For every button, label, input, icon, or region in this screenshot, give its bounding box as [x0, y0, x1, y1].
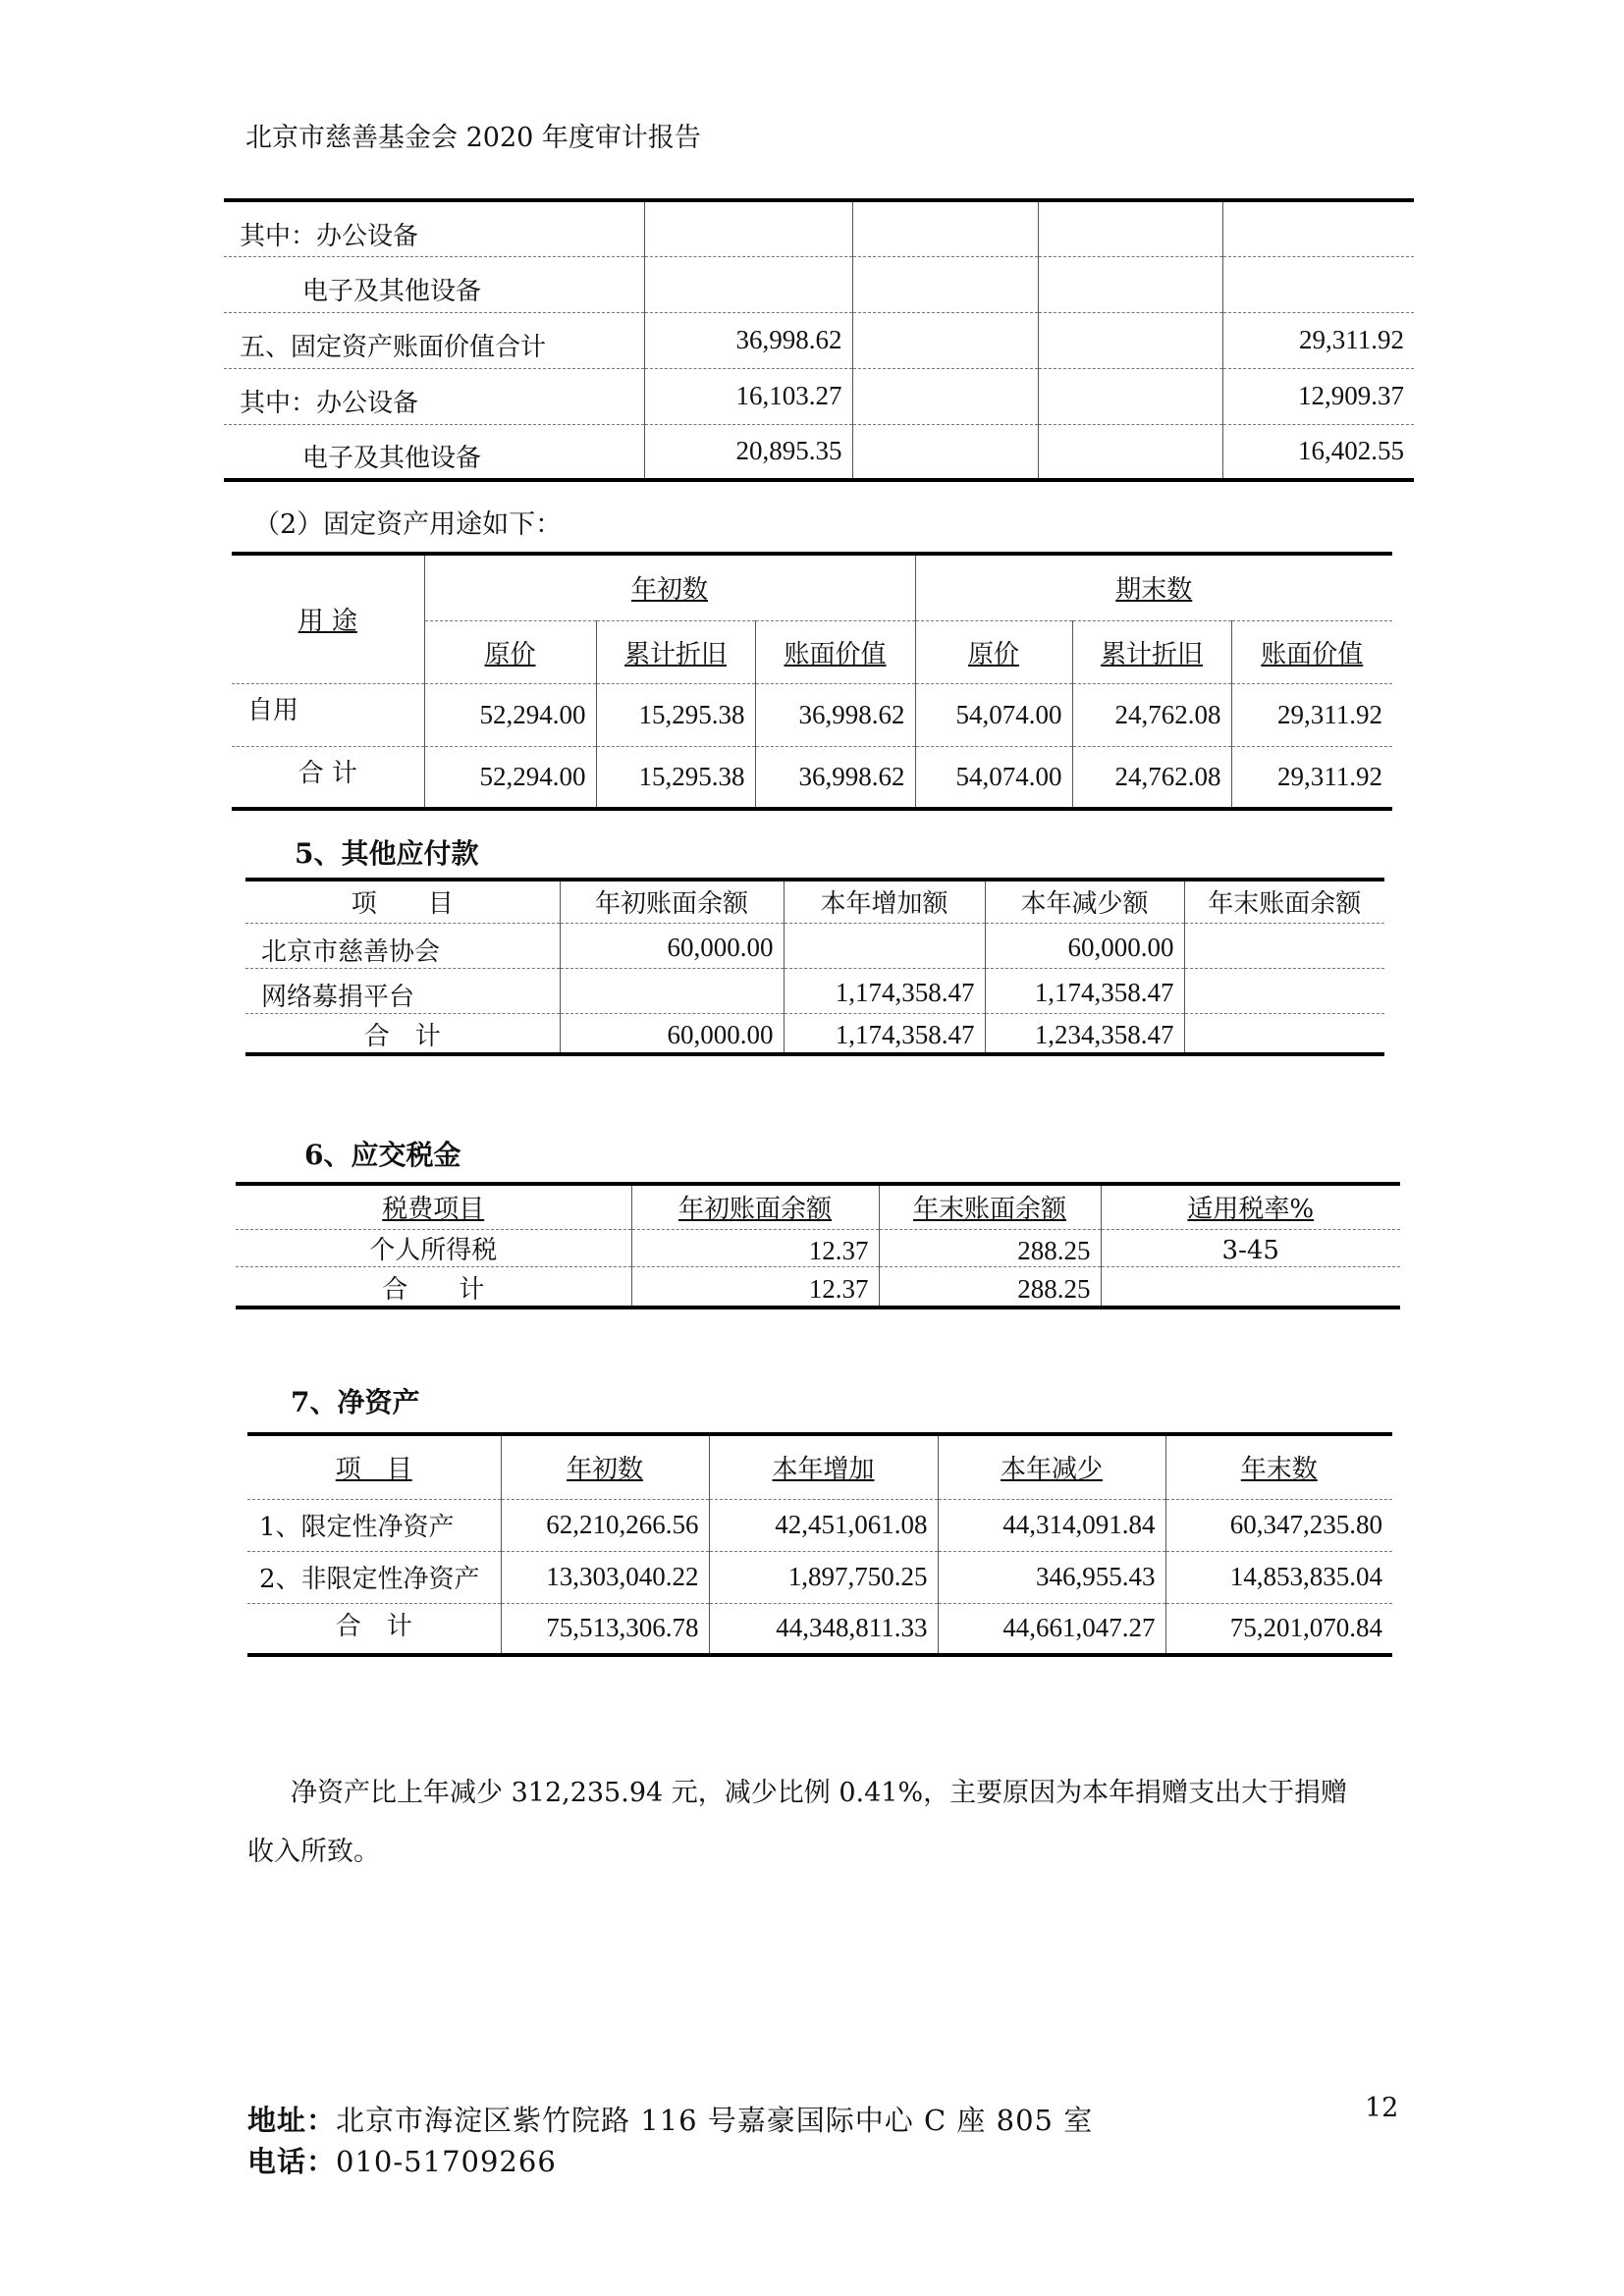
column-header-label: 本年减少: [1000, 1455, 1103, 1485]
row-label: 自用: [232, 683, 424, 746]
column-header-label: 年初账面余额: [677, 1195, 832, 1225]
table-cell: [1038, 424, 1222, 480]
table-row: [224, 200, 1414, 256]
table-row: [247, 1499, 1392, 1551]
table-cell: [852, 256, 1038, 312]
table-cell: 60,000.00: [985, 923, 1184, 968]
table-row: [224, 256, 1414, 312]
header-row: [245, 880, 1384, 923]
row-label: 个人所得税: [236, 1229, 631, 1266]
usage-sub-header: 累计折旧: [623, 639, 727, 669]
row-label: 2、非限定性净资产: [247, 1551, 501, 1603]
column-header: [1184, 880, 1384, 923]
page-header-title: 北京市慈善基金会 2020 年度审计报告: [245, 123, 701, 153]
table-cell: [1222, 256, 1414, 312]
table-cell: [1184, 923, 1384, 968]
column-header: [247, 1434, 501, 1499]
row-label: 其中：办公设备: [224, 368, 644, 424]
table-cell: 15,295.38: [596, 683, 755, 746]
column-header: [501, 1434, 709, 1499]
column-header-label: 年初数: [566, 1455, 643, 1485]
table-cell: [1184, 1013, 1384, 1054]
table-cell: 54,074.00: [915, 746, 1072, 809]
column-header-label: 年初账面余额: [594, 889, 748, 920]
table-cell: 44,348,811.33: [709, 1603, 938, 1655]
table-cell: 288.25: [879, 1266, 1101, 1308]
column-header: [1165, 1434, 1392, 1499]
table-row: [224, 368, 1414, 424]
column-header-label: 适用税率%: [1187, 1195, 1315, 1225]
table-cell: 60,347,235.80: [1165, 1499, 1392, 1551]
table-cell: 13,303,040.22: [501, 1551, 709, 1603]
table-row: [224, 312, 1414, 368]
table-cell: 75,201,070.84: [1165, 1603, 1392, 1655]
section-title-payables: 5、其他应付款: [295, 837, 479, 870]
row-label: 1、限定性净资产: [247, 1499, 501, 1551]
table-cell: 346,955.43: [938, 1551, 1165, 1603]
net-assets-note-line1: 净资产比上年减少 312,235.94 元，减少比例 0.41%，主要原因为本年捐赠支出大于捐赠: [291, 1778, 1348, 1808]
net-assets-table: [247, 1432, 1392, 1657]
table-cell: [1038, 312, 1222, 368]
row-label: 电子及其他设备: [224, 256, 644, 312]
section-title-taxes: 6、应交税金: [304, 1139, 461, 1171]
table-cell: 24,762.08: [1072, 683, 1231, 746]
usage-sub-header: 账面价值: [784, 639, 887, 669]
table-cell: 14,853,835.04: [1165, 1551, 1392, 1603]
column-header-label: 项 目: [351, 889, 454, 920]
usage-table: [232, 552, 1392, 811]
table-row: [232, 683, 1392, 746]
section-title-net-assets: 7、净资产: [291, 1386, 420, 1418]
column-header: [985, 880, 1184, 923]
table-cell: [1222, 200, 1414, 256]
table-cell: 62,210,266.56: [501, 1499, 709, 1551]
table-cell: [644, 200, 852, 256]
table-row: [224, 424, 1414, 480]
table-cell: [1038, 200, 1222, 256]
table-cell: 1,897,750.25: [709, 1551, 938, 1603]
column-header: [938, 1434, 1165, 1499]
column-header: [709, 1434, 938, 1499]
table-row: [245, 968, 1384, 1013]
table-cell: 12,909.37: [1222, 368, 1414, 424]
column-header-label: 税费项目: [382, 1195, 485, 1225]
table-cell: [852, 368, 1038, 424]
table-cell: 60,000.00: [560, 1013, 784, 1054]
phone-text: 010-51709266: [336, 2145, 557, 2178]
phone-label: 电话：: [247, 2145, 337, 2178]
table-cell: 54,074.00: [915, 683, 1072, 746]
table-cell: [1184, 968, 1384, 1013]
table-row: [236, 1266, 1400, 1308]
usage-sub-header: 原价: [484, 639, 536, 669]
column-header-label: 项 目: [335, 1455, 412, 1485]
usage-caption: （2）固定资产用途如下：: [253, 509, 563, 540]
table-cell: 75,513,306.78: [501, 1603, 709, 1655]
table-cell: 52,294.00: [424, 746, 596, 809]
column-header: [631, 1184, 879, 1229]
table-cell: 29,311.92: [1231, 746, 1392, 809]
column-header-label: 本年增加: [772, 1455, 875, 1485]
table-cell: 36,998.62: [755, 683, 915, 746]
row-label: 合 计: [382, 1274, 485, 1305]
row-label: 电子及其他设备: [302, 444, 482, 474]
usage-group-end: 期末数: [1115, 575, 1193, 606]
address-label: 地址：: [247, 2104, 337, 2137]
footer-address: [247, 2099, 1093, 2139]
table-cell: 288.25: [879, 1229, 1101, 1266]
table-cell: 52,294.00: [424, 683, 596, 746]
table-cell: 16,103.27: [644, 368, 852, 424]
footer-phone: [247, 2140, 557, 2180]
address-text: 北京市海淀区紫竹院路 116 号嘉豪国际中心 C 座 805 室: [336, 2104, 1094, 2137]
column-header-label: 年末账面余额: [912, 1195, 1066, 1225]
table-row: [236, 1229, 1400, 1266]
table-row: [247, 1551, 1392, 1603]
table-cell: 16,402.55: [1222, 424, 1414, 480]
table-cell: 12.37: [631, 1229, 879, 1266]
column-header: [245, 880, 560, 923]
row-label: 合 计: [298, 758, 357, 788]
column-header: [1101, 1184, 1400, 1229]
table-cell: [852, 424, 1038, 480]
usage-sub-header: 账面价值: [1261, 639, 1364, 669]
usage-group-begin: 年初数: [631, 575, 709, 606]
header-row: [236, 1184, 1400, 1229]
table-cell: 1,234,358.47: [985, 1013, 1184, 1054]
table-cell: 29,311.92: [1231, 683, 1392, 746]
table-row: [232, 746, 1392, 809]
table-cell: 12.37: [631, 1266, 879, 1308]
table-row: [245, 923, 1384, 968]
table-cell: [560, 968, 784, 1013]
row-label: 其中：办公设备: [224, 200, 644, 256]
net-assets-note-line2: 收入所致。: [247, 1837, 380, 1867]
row-label: 合 计: [335, 1611, 412, 1641]
table-cell: 29,311.92: [1222, 312, 1414, 368]
page-number: 12: [1365, 2093, 1399, 2123]
row-label: 北京市慈善协会: [245, 923, 560, 968]
table-cell: 60,000.00: [560, 923, 784, 968]
table-cell: [1038, 368, 1222, 424]
fixed-assets-table: [224, 198, 1414, 482]
row-label: 网络募捐平台: [245, 968, 560, 1013]
usage-sub-header: 原价: [968, 639, 1020, 669]
table-cell: 44,314,091.84: [938, 1499, 1165, 1551]
table-row: [245, 1013, 1384, 1054]
column-header: [879, 1184, 1101, 1229]
table-cell: 44,661,047.27: [938, 1603, 1165, 1655]
table-cell: [784, 923, 985, 968]
table-cell: 1,174,358.47: [784, 968, 985, 1013]
header-row: [247, 1434, 1392, 1499]
row-label: 五、固定资产账面价值合计: [224, 312, 644, 368]
usage-sub-header: 累计折旧: [1101, 639, 1204, 669]
table-cell: 1,174,358.47: [784, 1013, 985, 1054]
table-cell: 36,998.62: [755, 746, 915, 809]
table-cell: [852, 200, 1038, 256]
column-header-label: 年末账面余额: [1208, 889, 1362, 920]
column-header: [236, 1184, 631, 1229]
table-cell: [1038, 256, 1222, 312]
column-header-label: 本年减少额: [1020, 889, 1149, 920]
table-cell: 15,295.38: [596, 746, 755, 809]
column-header-label: 本年增加额: [820, 889, 948, 920]
table-cell: 36,998.62: [644, 312, 852, 368]
payables-table: [245, 878, 1384, 1056]
table-cell: 24,762.08: [1072, 746, 1231, 809]
column-header: [560, 880, 784, 923]
table-cell: 42,451,061.08: [709, 1499, 938, 1551]
column-header: [784, 880, 985, 923]
table-cell: [852, 312, 1038, 368]
table-cell: 20,895.35: [644, 424, 852, 480]
table-cell: [1101, 1266, 1400, 1308]
table-row: [247, 1603, 1392, 1655]
row-label: 合 计: [363, 1021, 441, 1051]
taxes-table: [236, 1182, 1400, 1309]
column-header-label: 年末数: [1240, 1455, 1318, 1485]
table-cell: 1,174,358.47: [985, 968, 1184, 1013]
table-cell: 3-45: [1101, 1229, 1400, 1266]
table-cell: [644, 256, 852, 312]
usage-col-header: 用 途: [298, 607, 357, 637]
